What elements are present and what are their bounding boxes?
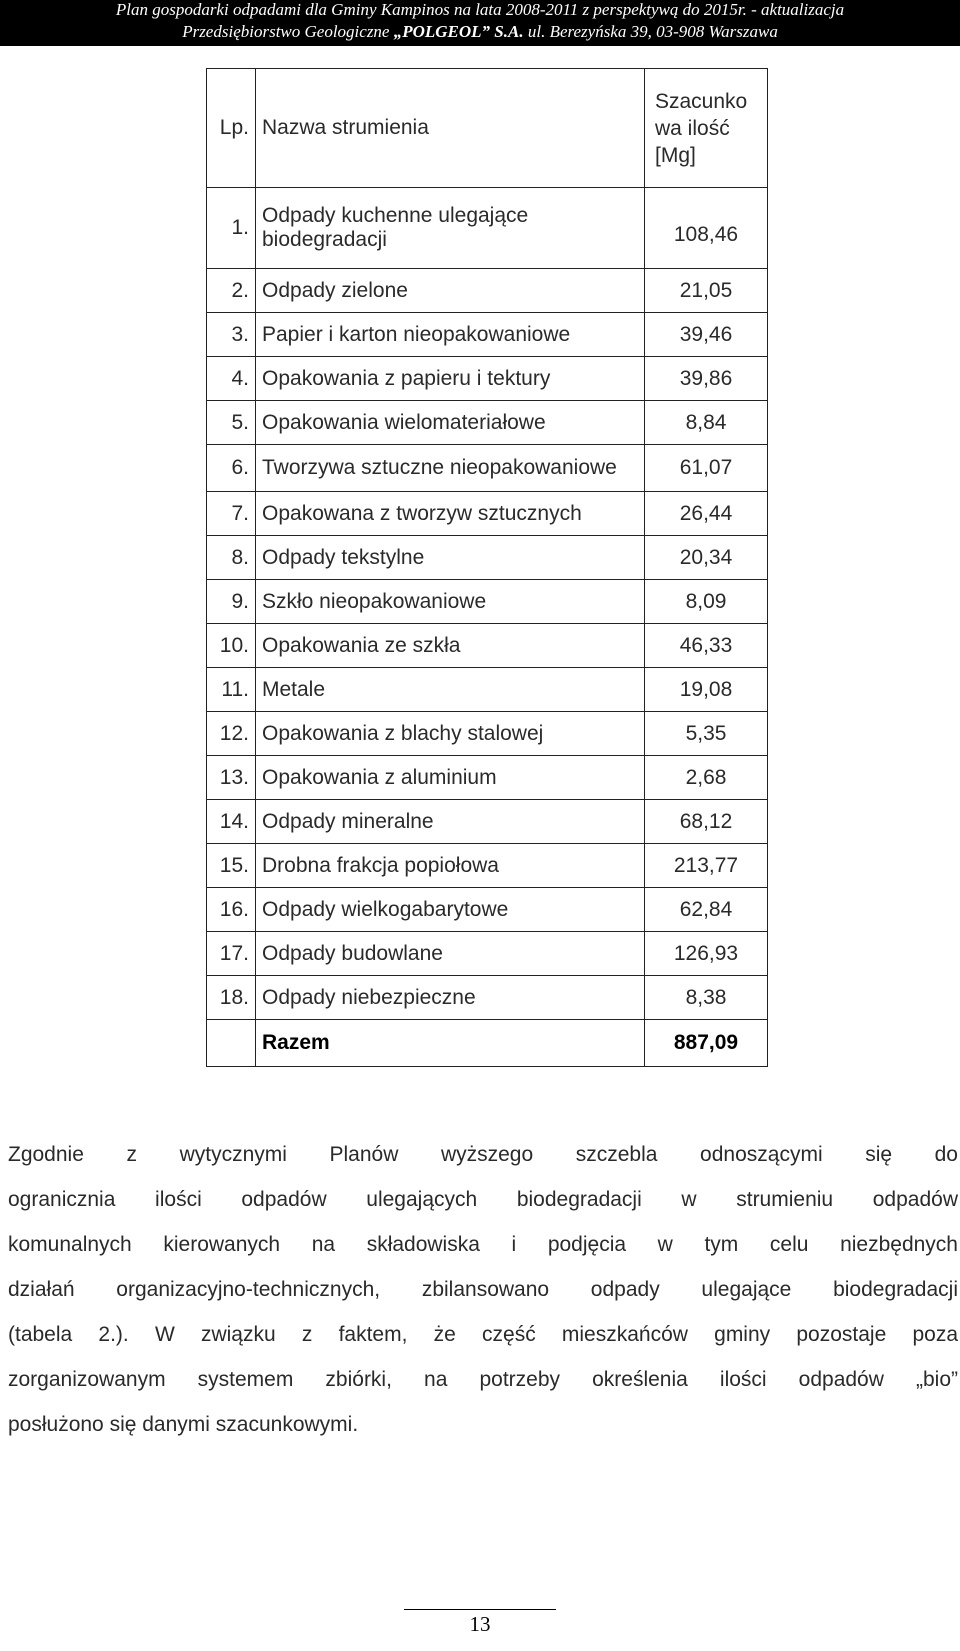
table-row: [207, 932, 768, 976]
row-name: Metale: [256, 668, 645, 712]
row-name: Opakowania wielomateriałowe: [256, 401, 645, 445]
row-name: Odpady zielone: [256, 269, 645, 313]
row-amount: 108,46: [645, 188, 768, 269]
row-lp: 13.: [207, 756, 256, 800]
header-amount: Szacunko wa ilość [Mg]: [645, 69, 768, 188]
row-amount: 61,07: [645, 445, 768, 492]
row-name: Tworzywa sztuczne nieopakowaniowe: [256, 445, 645, 492]
row-amount: 213,77: [645, 844, 768, 888]
row-amount: 26,44: [645, 492, 768, 536]
row-lp: 7.: [207, 492, 256, 536]
row-name: Papier i karton nieopakowaniowe: [256, 313, 645, 357]
row-name: Opakowania z blachy stalowej: [256, 712, 645, 756]
table-row: [207, 668, 768, 712]
table-row: [207, 313, 768, 357]
page-number: 13: [469, 1612, 491, 1636]
row-name: Opakowania z aluminium: [256, 756, 645, 800]
total-row: [207, 1020, 768, 1067]
table-row: [207, 445, 768, 492]
row-lp: 9.: [207, 580, 256, 624]
row-amount: 39,46: [645, 313, 768, 357]
row-name: Odpady budowlane: [256, 932, 645, 976]
row-amount: 68,12: [645, 800, 768, 844]
row-amount: 46,33: [645, 624, 768, 668]
body-paragraph: [8, 1132, 958, 1447]
row-amount: 8,09: [645, 580, 768, 624]
row-lp: 18.: [207, 976, 256, 1020]
table-row: [207, 536, 768, 580]
row-lp: 16.: [207, 888, 256, 932]
table-row: [207, 269, 768, 313]
row-lp: 2.: [207, 269, 256, 313]
paragraph-line: posłużono się danymi szacunkowymi.: [8, 1413, 359, 1436]
row-lp: 10.: [207, 624, 256, 668]
total-lp-empty: [207, 1020, 256, 1067]
row-lp: 15.: [207, 844, 256, 888]
row-name: Odpady tekstylne: [256, 536, 645, 580]
paragraph-line: ogranicznia ilości odpadów ulegających biodegradacji w strumieniu odpadów: [8, 1188, 958, 1211]
row-lp: 5.: [207, 401, 256, 445]
waste-stream-table: [206, 68, 768, 1067]
row-lp: 17.: [207, 932, 256, 976]
table-row: [207, 888, 768, 932]
paragraph-line: zorganizowanym systemem zbiórki, na potrzeby określenia ilości odpadów „bio”: [8, 1368, 958, 1391]
header-lp: Lp.: [207, 69, 256, 188]
table-row: [207, 357, 768, 401]
header-company-prefix: Przedsiębiorstwo Geologiczne: [182, 22, 394, 41]
total-amount: 887,09: [645, 1020, 768, 1067]
header-company-name: „POLGEOL” S.A.: [393, 22, 524, 41]
row-lp: 12.: [207, 712, 256, 756]
table-row: [207, 624, 768, 668]
table-row: [207, 492, 768, 536]
row-amount: 20,34: [645, 536, 768, 580]
table-header-row: [207, 69, 768, 188]
row-lp: 8.: [207, 536, 256, 580]
paragraph-line: Zgodnie z wytycznymi Planów wyższego szczebla odnoszącymi się do: [8, 1143, 958, 1166]
row-amount: 126,93: [645, 932, 768, 976]
row-amount: 21,05: [645, 269, 768, 313]
table-row: [207, 844, 768, 888]
row-name: Odpady mineralne: [256, 800, 645, 844]
table-row: [207, 580, 768, 624]
row-lp: 3.: [207, 313, 256, 357]
table-row: [207, 188, 768, 269]
row-name: Opakowania z papieru i tektury: [256, 357, 645, 401]
row-amount: 8,38: [645, 976, 768, 1020]
row-name: Odpady niebezpieczne: [256, 976, 645, 1020]
row-amount: 5,35: [645, 712, 768, 756]
row-amount: 19,08: [645, 668, 768, 712]
row-name: Opakowania ze szkła: [256, 624, 645, 668]
table-row: [207, 712, 768, 756]
row-lp: 4.: [207, 357, 256, 401]
row-name: Odpady kuchenne ulegające biodegradacji: [256, 188, 645, 269]
footer-rule: [404, 1609, 556, 1610]
total-label: Razem: [256, 1020, 645, 1067]
row-lp: 11.: [207, 668, 256, 712]
table-row: [207, 976, 768, 1020]
header-company: [0, 22, 960, 42]
row-name: Drobna frakcja popiołowa: [256, 844, 645, 888]
row-lp: 1.: [207, 188, 256, 269]
row-name: Odpady wielkogabarytowe: [256, 888, 645, 932]
row-amount: 8,84: [645, 401, 768, 445]
table-row: [207, 800, 768, 844]
row-lp: 14.: [207, 800, 256, 844]
table-row: [207, 401, 768, 445]
row-lp: 6.: [207, 445, 256, 492]
row-name: Opakowana z tworzyw sztucznych: [256, 492, 645, 536]
header-title: Plan gospodarki odpadami dla Gminy Kampinos na lata 2008-2011 z perspektywą do 2015r. - aktualizacja: [115, 0, 845, 19]
row-amount: 2,68: [645, 756, 768, 800]
page-header: [0, 0, 960, 46]
row-amount: 39,86: [645, 357, 768, 401]
row-amount: 62,84: [645, 888, 768, 932]
row-name: Szkło nieopakowaniowe: [256, 580, 645, 624]
table-row: [207, 756, 768, 800]
paragraph-line: komunalnych kierowanych na składowiska i podjęcia w tym celu niezbędnych: [8, 1233, 958, 1256]
header-company-address: ul. Berezyńska 39, 03-908 Warszawa: [523, 22, 778, 41]
paragraph-line: działań organizacyjno-technicznych, zbilansowano odpady ulegające biodegradacji: [8, 1278, 958, 1301]
paragraph-line: (tabela 2.). W związku z faktem, że część mieszkańców gminy pozostaje poza: [8, 1323, 958, 1346]
header-stream-name: Nazwa strumienia: [256, 69, 645, 188]
